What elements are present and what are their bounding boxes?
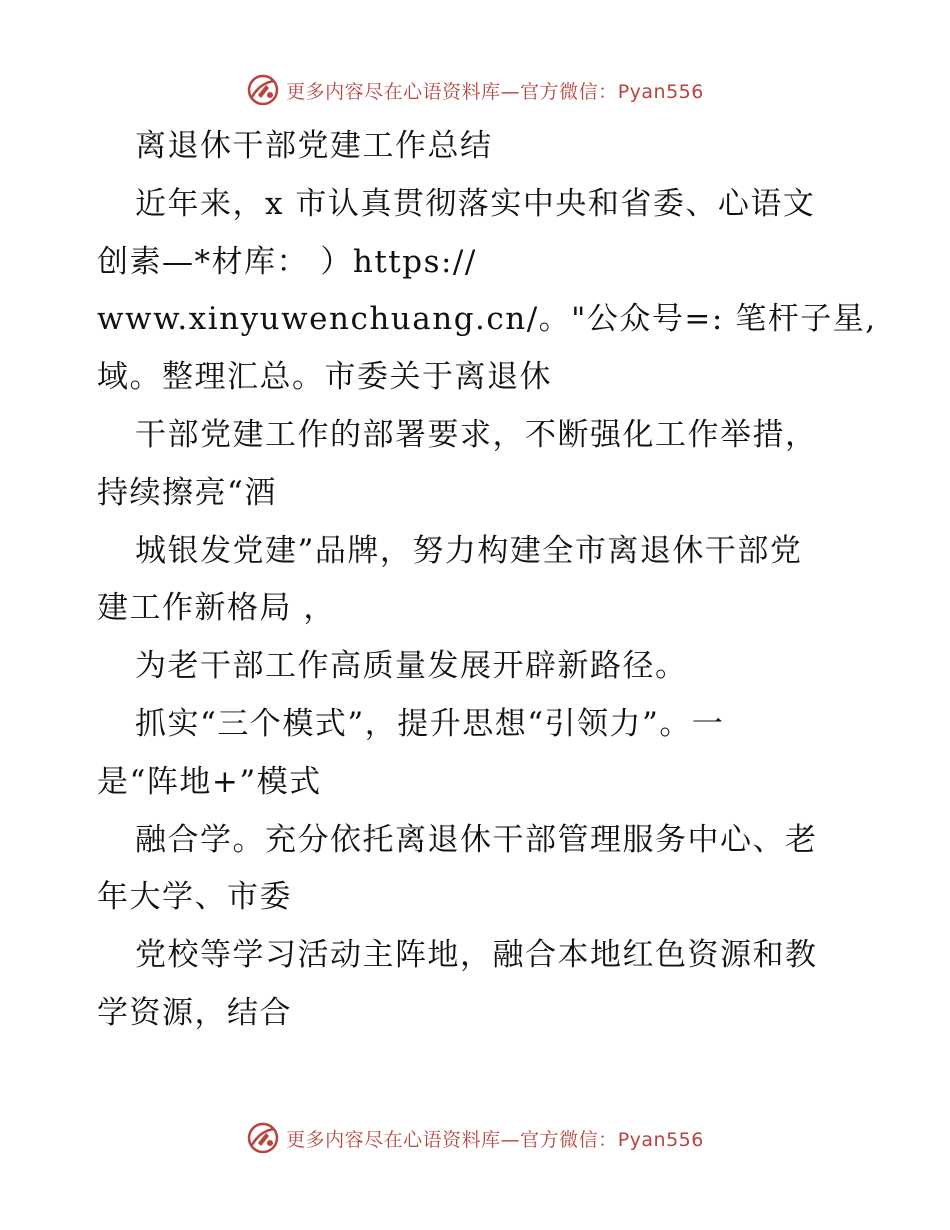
banner-slogan: 更多内容尽在心语资料库 — [286, 80, 501, 103]
banner-wechat-label: 官方微信： — [520, 80, 618, 103]
banner-wechat-label: 官方微信： — [520, 1128, 618, 1151]
text-line: 党校等学习活动主阵地，融合本地红色资源和教 — [135, 937, 818, 974]
text-line: 干部党建工作的部署要求，不断强化工作举措， — [135, 416, 818, 453]
text-line: 年大学、市委 — [97, 879, 292, 916]
text-line: 创素—*材库： ）https:// — [97, 243, 477, 280]
text-line: 抓实“三个模式”，提升思想“引领力”。一 — [135, 705, 725, 742]
footer-banner — [0, 1118, 950, 1158]
banner-separator: — — [500, 80, 521, 103]
text-line: 建工作新格局 ， — [97, 590, 336, 627]
text-line: 持续擦亮“酒 — [97, 474, 277, 511]
text-line: www.xinyuwenchuang.cn/。"公众号=: 笔杆子星, — [97, 301, 877, 338]
document-title: 离退休干部党建工作总结 — [135, 128, 493, 164]
pen-logo-icon — [246, 1121, 280, 1155]
text-line: 域。整理汇总。市委关于离退休 — [97, 359, 552, 396]
banner-text — [286, 1125, 704, 1152]
text-line: 城银发党建”品牌，努力构建全市离退休干部党 — [135, 532, 803, 569]
text-line: 是“阵地+”模式 — [97, 763, 322, 800]
banner-text — [286, 77, 704, 104]
banner-wechat-id: Pyan556 — [617, 80, 704, 103]
text-line: 近年来，x 市认真贯彻落实中央和省委、心语文 — [135, 185, 816, 222]
text-line: 学资源，结合 — [97, 994, 292, 1031]
banner-slogan: 更多内容尽在心语资料库 — [286, 1128, 501, 1151]
banner-wechat-id: Pyan556 — [617, 1128, 704, 1151]
pen-logo-icon — [246, 73, 280, 107]
document-body — [97, 118, 877, 1043]
text-line: 为老干部工作高质量发展开辟新路径。 — [135, 648, 688, 685]
header-banner — [0, 70, 950, 110]
banner-separator: — — [500, 1128, 521, 1151]
text-line: 融合学。充分依托离退休干部管理服务中心、老 — [135, 821, 818, 858]
